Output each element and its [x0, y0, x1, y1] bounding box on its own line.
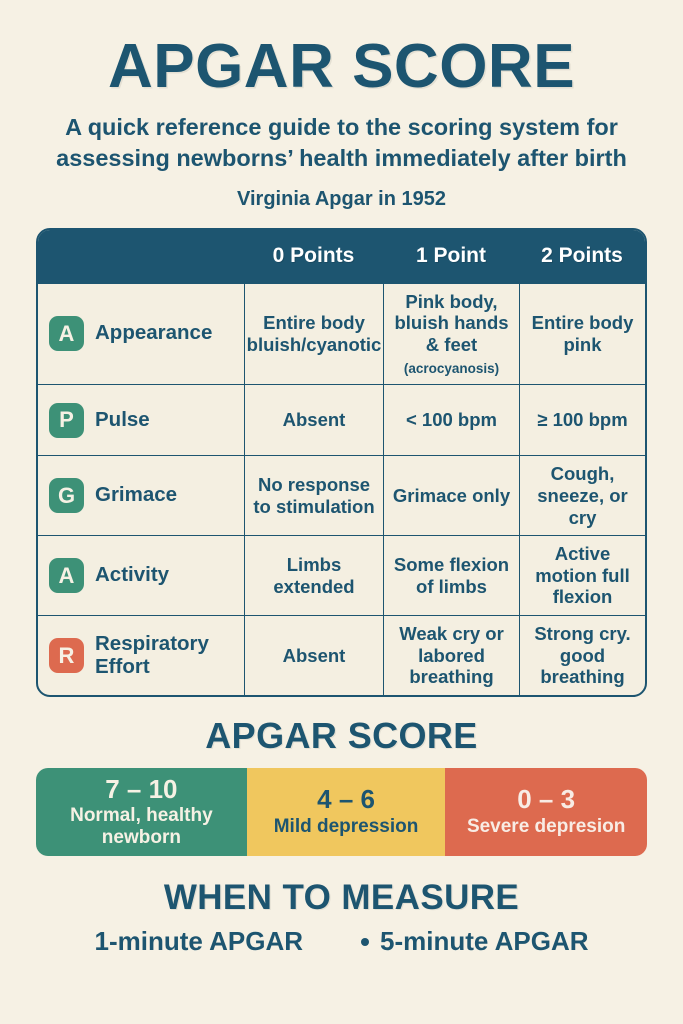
score-band-desc: Severe depresion — [466, 815, 626, 837]
apgar-table — [36, 228, 647, 697]
score-section-title: APGAR SCORE — [205, 715, 478, 757]
criteria-label: Grimace — [95, 483, 178, 507]
measure-items — [36, 926, 647, 957]
cell-respiratory-1: Weak cry or labored breathing — [383, 616, 519, 695]
credit-line: Virginia Apgar in 1952 — [237, 188, 446, 211]
criteria-cell-pulse — [38, 385, 244, 455]
score-band-normal — [36, 768, 247, 856]
letter-badge-g: G — [49, 478, 84, 513]
cell-grimace-1: Grimace only — [383, 456, 519, 535]
cell-grimace-0: No response to stimulation — [244, 456, 383, 535]
letter-badge-a2: A — [49, 558, 84, 593]
cell-appearance-1 — [383, 284, 519, 385]
cell-appearance-0: Entire body bluish/cyanotic — [244, 284, 383, 385]
table-header-row — [38, 230, 645, 283]
cell-activity-2: Active motion full flexion — [519, 536, 645, 615]
table-row — [38, 615, 645, 695]
cell-respiratory-2: Strong cry. good breathing — [519, 616, 645, 695]
cell-pulse-2: ≥ 100 bpm — [519, 385, 645, 455]
measure-item-5-minute — [361, 926, 589, 957]
table-row — [38, 455, 645, 535]
score-band-severe — [445, 768, 647, 856]
score-band-desc: Normal, healthy newborn — [70, 804, 213, 848]
cell-pulse-0: Absent — [244, 385, 383, 455]
score-band-mild — [247, 768, 446, 856]
column-header-2-points: 2 Points — [541, 244, 623, 268]
table-row — [38, 384, 645, 455]
cell-appearance-1-note: (acrocyanosis) — [403, 360, 500, 376]
criteria-label: Pulse — [95, 407, 150, 431]
measure-label: 5-minute APGAR — [380, 926, 589, 957]
cell-grimace-2: Cough, sneeze, or cry — [519, 456, 645, 535]
bullet-dot-icon — [361, 938, 369, 946]
score-bands — [36, 768, 647, 856]
column-header-criteria — [38, 230, 244, 283]
cell-appearance-1-main: Pink body, bluish hands & feet — [394, 290, 509, 355]
cell-activity-0: Limbs extended — [244, 536, 383, 615]
criteria-label: Activity — [95, 563, 170, 587]
cell-respiratory-0: Absent — [244, 616, 383, 695]
column-header-0-points: 0 Points — [272, 244, 355, 268]
score-band-range: 7 – 10 — [105, 773, 178, 804]
table-row — [38, 283, 645, 385]
letter-badge-p: P — [49, 403, 84, 438]
page-title: APGAR SCORE — [107, 32, 576, 101]
measure-section-title: WHEN TO MEASURE — [163, 878, 520, 918]
score-band-range: 4 – 6 — [317, 784, 375, 815]
criteria-cell-respiratory-effort — [38, 616, 244, 695]
criteria-cell-appearance — [38, 284, 244, 385]
measure-label: 1-minute APGAR — [94, 926, 303, 957]
score-band-desc: Mild depression — [273, 815, 419, 837]
cell-appearance-2: Entire body pink — [519, 284, 645, 385]
table-row — [38, 535, 645, 615]
measure-item-1-minute — [95, 926, 304, 957]
cell-pulse-1: < 100 bpm — [383, 385, 519, 455]
letter-badge-r: R — [49, 638, 84, 673]
cell-activity-1: Some flexion of limbs — [383, 536, 519, 615]
criteria-cell-activity — [38, 536, 244, 615]
criteria-label: Respiratory Effort — [95, 631, 209, 678]
criteria-label: Appearance — [95, 321, 213, 345]
column-header-1-point: 1 Point — [415, 244, 486, 268]
score-band-range: 0 – 3 — [517, 784, 576, 815]
page-subtitle: A quick reference guide to the scoring system for assessing newborns’ health immediately after birth — [56, 114, 627, 172]
letter-badge-a: A — [49, 316, 84, 351]
criteria-cell-grimace — [38, 456, 244, 535]
